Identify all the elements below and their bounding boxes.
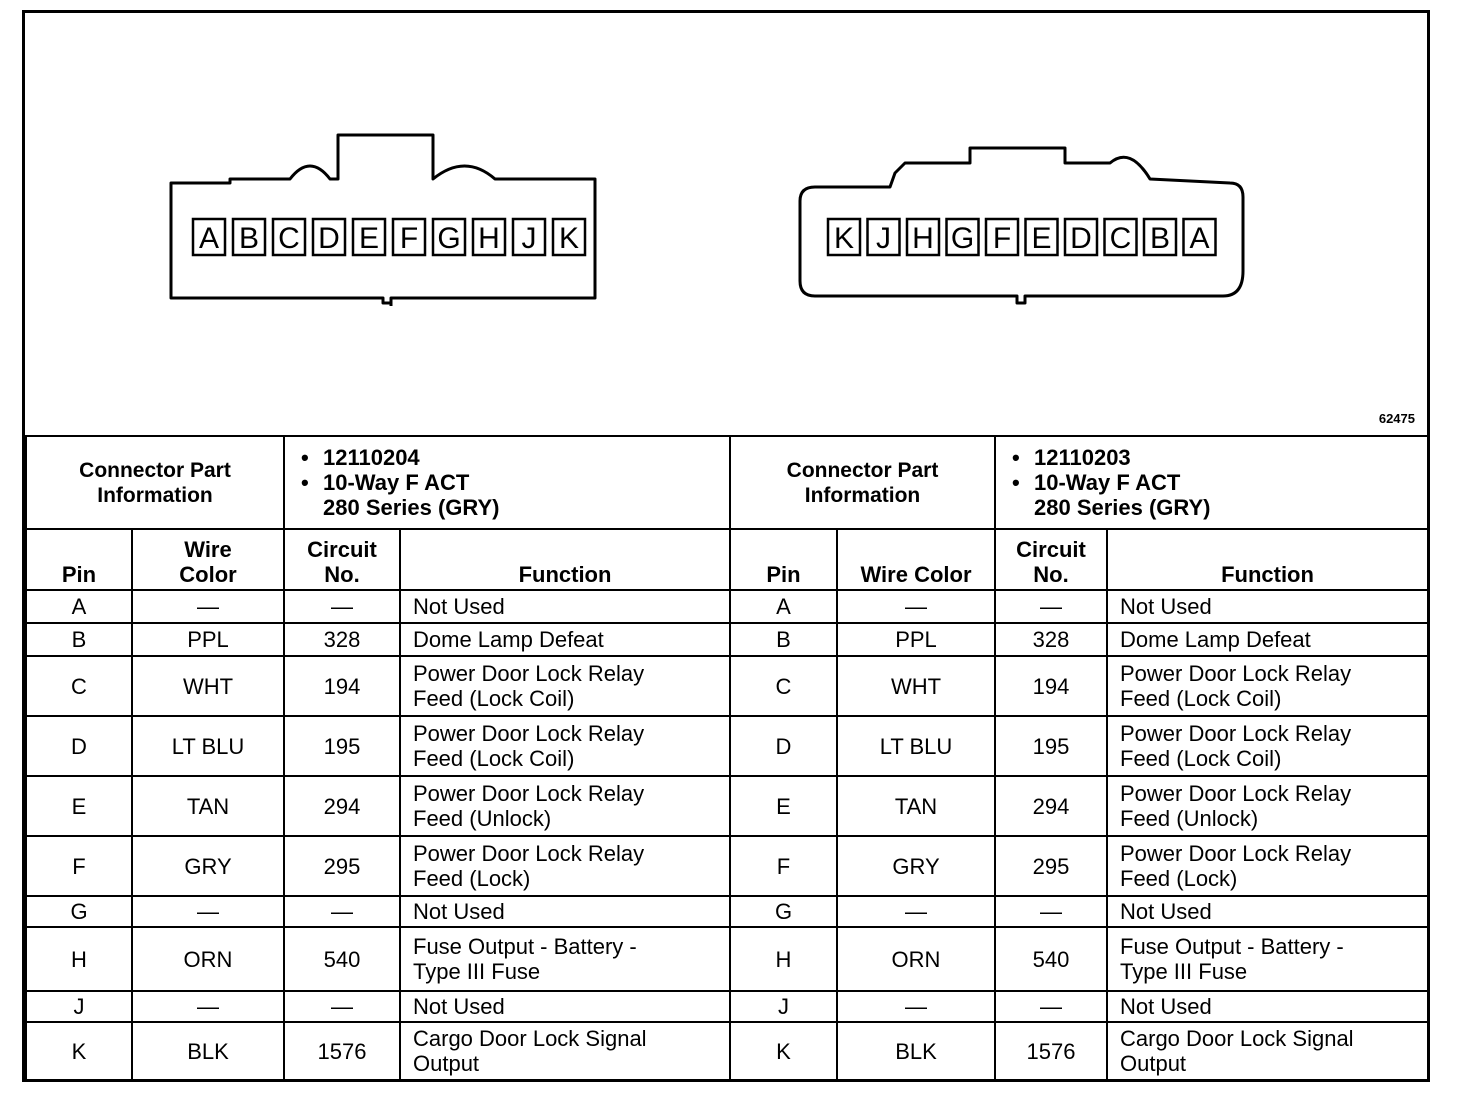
right-function-header: Function [1107,529,1428,590]
right-function-cell: Power Door Lock Relay Feed (Lock Coil) [1107,716,1428,776]
right-wire-color-cell: BLK [837,1022,995,1080]
right-wire-color-cell: — [837,590,995,623]
left-wire-color-cell: WHT [132,656,284,716]
left-pin-cell: F [26,836,132,896]
right-circuit-cell: — [995,991,1107,1022]
pin-label: D [318,222,340,255]
right-function-cell: Cargo Door Lock Signal Output [1107,1022,1428,1080]
header-row [26,529,1428,590]
pin-label: E [358,222,380,255]
pin-label: B [238,222,260,255]
table-row [26,896,1428,927]
right-pin-cell: A [730,590,837,623]
right-pin-cell: G [730,896,837,927]
left-function-cell: Fuse Output - Battery - Type III Fuse [400,927,730,991]
pin-label: J [876,222,891,255]
figure-number: 62475 [1378,411,1415,426]
table-row [26,656,1428,716]
right-circuit-cell: 195 [995,716,1107,776]
left-wire-color-cell: PPL [132,623,284,656]
left-function-cell: Not Used [400,896,730,927]
left-function-cell: Dome Lamp Defeat [400,623,730,656]
left-function-cell: Power Door Lock Relay Feed (Lock Coil) [400,716,730,776]
pin-label: K [558,222,580,255]
left-wire-color-cell: TAN [132,776,284,836]
right-function-cell: Power Door Lock Relay Feed (Lock) [1107,836,1428,896]
table-row [26,927,1428,991]
left-pin-cell: G [26,896,132,927]
table-row [26,716,1428,776]
left-part-info-value [284,436,730,529]
part-info-row [26,436,1428,529]
left-pin-cell: B [26,623,132,656]
left-wire-color-cell: LT BLU [132,716,284,776]
left-pin-cell: K [26,1022,132,1080]
left-part-number: • 12110204 [323,445,721,470]
left-circuit-header: Circuit No. [284,529,400,590]
left-circuit-cell: — [284,590,400,623]
right-pin-cell: D [730,716,837,776]
right-wire-color-cell: WHT [837,656,995,716]
right-pin-header: Pin [730,529,837,590]
right-part-desc: • 10-Way F ACT [1034,470,1419,495]
right-function-cell: Dome Lamp Defeat [1107,623,1428,656]
pin-label: J [521,222,537,255]
right-function-cell: Not Used [1107,896,1428,927]
left-wire-color-cell: BLK [132,1022,284,1080]
right-pin-cell: C [730,656,837,716]
left-circuit-cell: 194 [284,656,400,716]
left-circuit-cell: 328 [284,623,400,656]
left-part-series: 280 Series (GRY) [323,495,500,520]
right-part-info-label: Connector Part Information [730,436,995,529]
right-function-cell: Not Used [1107,590,1428,623]
right-circuit-cell: 540 [995,927,1107,991]
left-pin-cell: J [26,991,132,1022]
table-row [26,590,1428,623]
left-part-info-label: Connector Part Information [26,436,284,529]
right-connector-pins [828,219,1216,255]
right-pin-cell: K [730,1022,837,1080]
right-circuit-cell: — [995,896,1107,927]
left-wire-color-header: Wire Color [132,529,284,590]
right-pin-cell: F [730,836,837,896]
left-circuit-cell: — [284,991,400,1022]
left-function-cell: Power Door Lock Relay Feed (Unlock) [400,776,730,836]
left-function-header: Function [400,529,730,590]
left-pin-header: Pin [26,529,132,590]
right-circuit-cell: — [995,590,1107,623]
table-row [26,836,1428,896]
left-wire-color-cell: ORN [132,927,284,991]
connector-diagram [25,13,1427,433]
pin-label: C [1109,222,1132,255]
right-pin-cell: J [730,991,837,1022]
right-circuit-cell: 328 [995,623,1107,656]
right-function-cell: Power Door Lock Relay Feed (Lock Coil) [1107,656,1428,716]
right-function-cell: Power Door Lock Relay Feed (Unlock) [1107,776,1428,836]
pin-label: H [478,222,500,255]
left-function-cell: Cargo Door Lock Signal Output [400,1022,730,1080]
right-wire-color-cell: ORN [837,927,995,991]
pin-label: F [992,222,1012,255]
right-pin-cell: E [730,776,837,836]
left-pin-cell: H [26,927,132,991]
right-wire-color-cell: — [837,896,995,927]
pin-label: G [950,222,975,255]
right-pin-cell: H [730,927,837,991]
left-pin-cell: E [26,776,132,836]
pin-label: D [1070,222,1092,255]
right-function-cell: Not Used [1107,991,1428,1022]
left-circuit-cell: — [284,896,400,927]
right-pin-cell: B [730,623,837,656]
right-circuit-cell: 194 [995,656,1107,716]
right-wire-color-cell: LT BLU [837,716,995,776]
right-wire-color-cell: GRY [837,836,995,896]
left-wire-color-cell: — [132,896,284,927]
left-function-cell: Not Used [400,991,730,1022]
left-circuit-cell: 1576 [284,1022,400,1080]
table-row [26,776,1428,836]
left-circuit-cell: 295 [284,836,400,896]
pin-label: C [278,222,300,255]
pin-label: G [437,222,461,255]
left-connector-pins [193,219,585,255]
right-circuit-cell: 295 [995,836,1107,896]
left-pin-cell: C [26,656,132,716]
right-wire-color-header: Wire Color [837,529,995,590]
pin-label: E [1031,222,1052,255]
right-circuit-cell: 294 [995,776,1107,836]
right-part-series: 280 Series (GRY) [1034,495,1211,520]
right-circuit-cell: 1576 [995,1022,1107,1080]
pin-label: H [912,222,934,255]
table-row [26,991,1428,1022]
pin-label: A [1189,222,1210,255]
left-wire-color-cell: — [132,590,284,623]
right-wire-color-cell: PPL [837,623,995,656]
left-pin-cell: A [26,590,132,623]
left-pin-cell: D [26,716,132,776]
pin-label: K [833,222,855,255]
left-function-cell: Power Door Lock Relay Feed (Lock Coil) [400,656,730,716]
pin-label: B [1149,222,1171,255]
table-row [26,623,1428,656]
pin-label: F [399,222,419,255]
left-circuit-cell: 294 [284,776,400,836]
right-part-number: • 12110203 [1034,445,1419,470]
left-wire-color-cell: — [132,991,284,1022]
left-circuit-cell: 195 [284,716,400,776]
left-function-cell: Power Door Lock Relay Feed (Lock) [400,836,730,896]
left-function-cell: Not Used [400,590,730,623]
right-part-info-value [995,436,1428,529]
pinout-table [25,435,1429,1081]
left-circuit-cell: 540 [284,927,400,991]
right-wire-color-cell: TAN [837,776,995,836]
left-part-desc: • 10-Way F ACT [323,470,721,495]
pin-label: A [198,222,220,255]
table-row [26,1022,1428,1080]
right-function-cell: Fuse Output - Battery - Type III Fuse [1107,927,1428,991]
right-wire-color-cell: — [837,991,995,1022]
diagram-frame [22,10,1430,1082]
left-wire-color-cell: GRY [132,836,284,896]
right-circuit-header: Circuit No. [995,529,1107,590]
